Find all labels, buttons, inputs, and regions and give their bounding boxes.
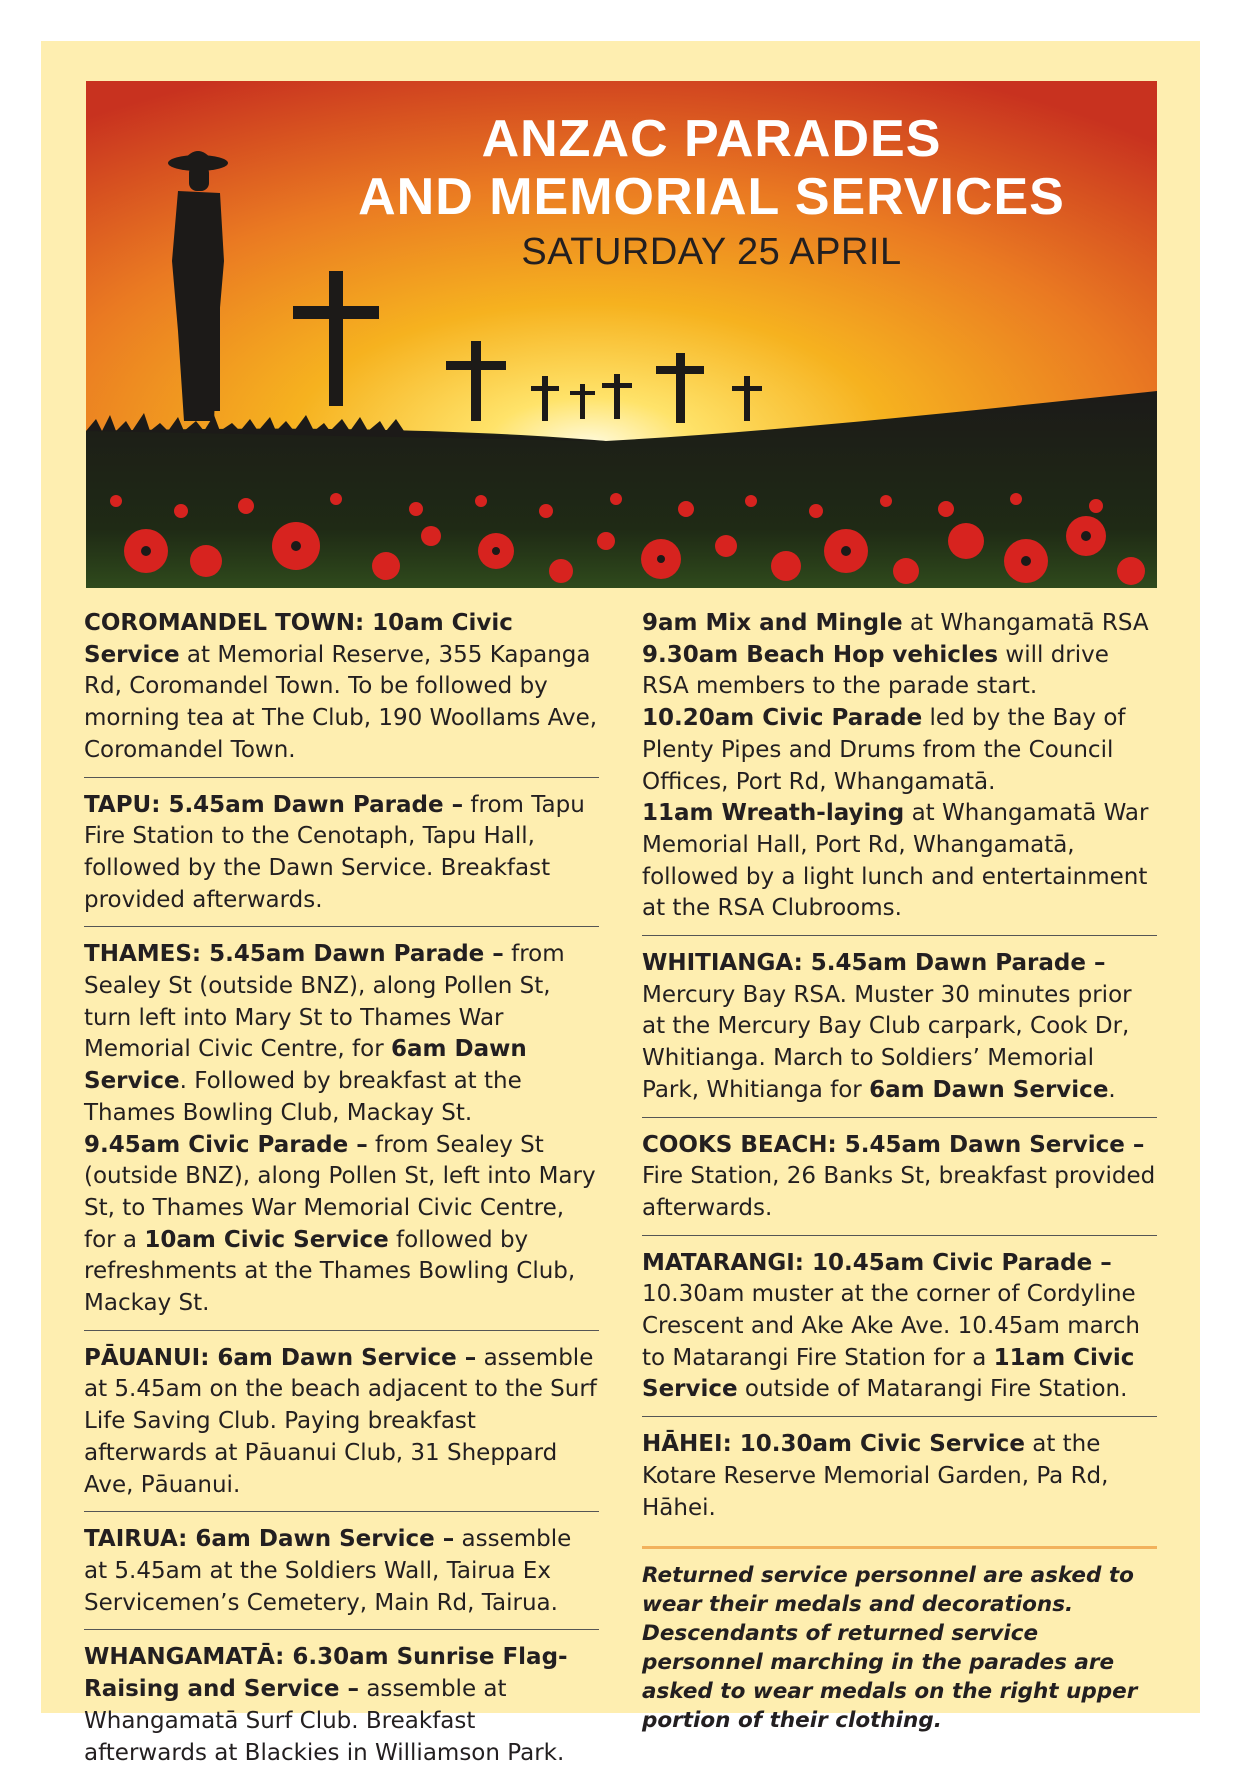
- medals-note: Returned service personnel are asked to wear their medals and decorations. Descendants of returned service personnel marching in the parades are asked to wear medals on the right upper portion of their clothing.: [642, 1546, 1157, 1735]
- header-banner: [86, 81, 1157, 588]
- entry-matarangi: MATARANGI: 10.45am Civic Parade – 10.30am muster at the corner of Cordyline Crescent and Ake Ake Ave. 10.45am march to Matarangi Fire Station for a 11am Civic Service outside of Matarangi Fire Station.: [642, 1248, 1157, 1418]
- entry-cooks-beach: COOKS BEACH: 5.45am Dawn Service – Fire Station, 26 Banks St, breakfast provided afterwards.: [642, 1130, 1157, 1236]
- entry-whitianga: WHITIANGA: 5.45am Dawn Parade – Mercury Bay RSA. Muster 30 minutes prior at the Mercury Bay Club carpark, Cook Dr, Whitianga. March to Soldiers’ Memorial Park, Whitianga for 6am Dawn Service.: [642, 948, 1157, 1118]
- entry-tairua: TAIRUA: 6am Dawn Service – assemble at 5.45am at the Soldiers Wall, Tairua Ex Servicemen’s Cemetery, Main Rd, Tairua.: [84, 1524, 599, 1630]
- entry-hahei: HĀHEI: 10.30am Civic Service at the Kotare Reserve Memorial Garden, Pa Rd, Hāhei.: [642, 1431, 1109, 1521]
- page-title-line-2: AND MEMORIAL SERVICES: [358, 168, 1065, 226]
- entry-coromandel: COROMANDEL TOWN: 10am Civic Service at Memorial Reserve, 355 Kapanga Rd, Coromandel Town. To be followed by morning tea at The Club, 190 Woollams Ave, Coromandel Town.: [84, 608, 599, 778]
- entry-thames: THAMES: 5.45am Dawn Parade – from Sealey St (outside BNZ), along Pollen St, turn left into Mary St to Thames War Memorial Civic Centre, for 6am Dawn Service. Followed by breakfast at the Thames Bowling Club, Mackay St. 9.45am Civic Parade – from Sealey St (outside BNZ), along Pollen St, left into Mary St, to Thames War Memorial Civic Centre, for a 10am Civic Service followed by refreshments at the Thames Bowling Club, Mackay St.: [84, 939, 599, 1330]
- left-column: [84, 608, 599, 1791]
- right-column: [642, 608, 1157, 1735]
- event-date: SATURDAY 25 APRIL: [521, 231, 902, 273]
- entry-tapu: TAPU: 5.45am Dawn Parade – from Tapu Fire Station to the Cenotaph, Tapu Hall, followed by the Dawn Service. Breakfast provided afterwards.: [84, 790, 599, 928]
- page-title-line-1: ANZAC PARADES: [481, 110, 942, 168]
- entry-whangamata-continued: 9am Mix and Mingle at Whangamatā RSA 9.30am Beach Hop vehicles will drive RSA members to the parade start. 10.20am Civic Parade led by the Bay of Plenty Pipes and Drums from the Council Offices, Port Rd, Whangamatā. 11am Wreath-laying at Whangamatā War Memorial Hall, Port Rd, Whangamatā, followed by a light lunch and entertainment at the RSA Clubrooms.: [642, 608, 1157, 936]
- entry-pauanui: PĀUANUI: 6am Dawn Service – assemble at 5.45am on the beach adjacent to the Surf Life Saving Club. Paying breakfast afterwards at Pāuanui Club, 31 Sheppard Ave, Pāuanui.: [84, 1343, 599, 1513]
- entry-whangamata: WHANGAMATĀ: 6.30am Sunrise Flag-Raising and Service – assemble at Whangamatā Surf Club. Breakfast afterwards at Blackies in Williamson Park.: [84, 1644, 568, 1766]
